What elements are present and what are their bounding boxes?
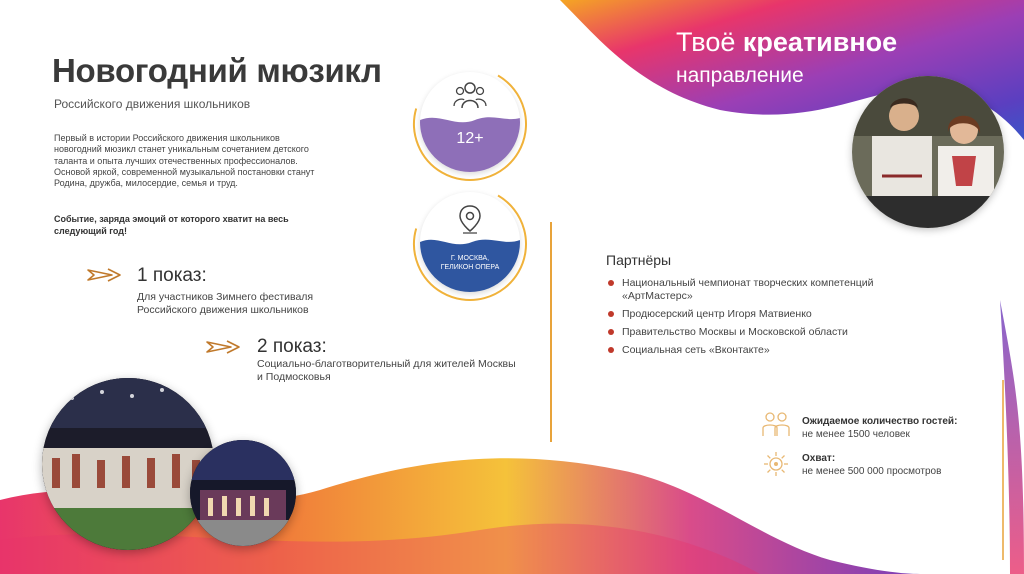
stat-reach [802, 452, 1002, 478]
location-pin-icon [458, 204, 482, 234]
show2-text: Социально-благотворительный для жителей Москвы и Подмосковья [257, 358, 516, 383]
stat-label: Охват: [802, 453, 836, 464]
brand-bold: креативное [742, 27, 898, 57]
people-icon [452, 80, 488, 110]
stat-value: не менее 500 000 просмотров [802, 466, 942, 477]
bullet-dot [608, 329, 614, 335]
show2-title: 2 показ: [257, 336, 327, 357]
partner-text: Правительство Москвы и Московской области [622, 326, 848, 338]
page-subtitle: Российского движения школьников [54, 97, 251, 111]
photo-concert-image [42, 378, 214, 550]
age-badge [420, 72, 520, 172]
partner-text: Национальный чемпионат творческих компетенций «АртМастерс» [622, 277, 874, 302]
list-item [606, 277, 906, 303]
bullet-dot [608, 280, 614, 286]
arrow-icon [86, 266, 122, 284]
list-item [606, 326, 906, 339]
age-badge-text: 12+ [456, 130, 484, 147]
arrow-icon [205, 338, 241, 356]
list-item [606, 308, 906, 321]
stat-value: не менее 1500 человек [802, 429, 910, 440]
bullet-dot [608, 347, 614, 353]
brand-line1 [676, 27, 897, 58]
page-title: Новогодний мюзикл [52, 52, 382, 89]
description: Первый в истории Российского движения школьников новогодний мюзикл станет уникальным сочетанием детского таланта и опыта лучших отечественных профессионалов. Основой яркой, современной музыкальной постановки станут Родина, дружба, милосердие, семья и труд. [54, 133, 315, 189]
brand-slogan [676, 27, 897, 88]
photo-performers [852, 76, 1004, 228]
partner-text: Продюсерский центр Игоря Матвиенко [622, 308, 812, 320]
partners-title: Партнёры [606, 252, 672, 268]
brand-prefix: Твоё [676, 27, 736, 57]
reach-icon [762, 450, 790, 478]
stat-guests [802, 415, 1002, 441]
photo-stage-image [190, 440, 296, 546]
photo-performers-image [852, 76, 1004, 228]
partner-text: Социальная сеть «Вконтакте» [622, 344, 770, 356]
guests-icon [760, 410, 792, 438]
photo-stage [190, 440, 296, 546]
partners-list [606, 277, 906, 362]
place-badge-text: Г. МОСКВА, ГЕЛИКОН ОПЕРА [440, 255, 500, 271]
photo-concert [42, 378, 214, 550]
show1-title: 1 показ: [137, 265, 207, 286]
stat-label: Ожидаемое количество гостей: [802, 416, 958, 427]
place-badge [420, 192, 520, 292]
brand-line2: направление [676, 64, 804, 87]
description-bold: Событие, заряда эмоций от которого хватит на весь следующий год! [54, 214, 289, 236]
bullet-dot [608, 311, 614, 317]
list-item [606, 344, 906, 357]
show1-text: Для участников Зимнего фестиваля Российского движения школьников [137, 291, 314, 316]
